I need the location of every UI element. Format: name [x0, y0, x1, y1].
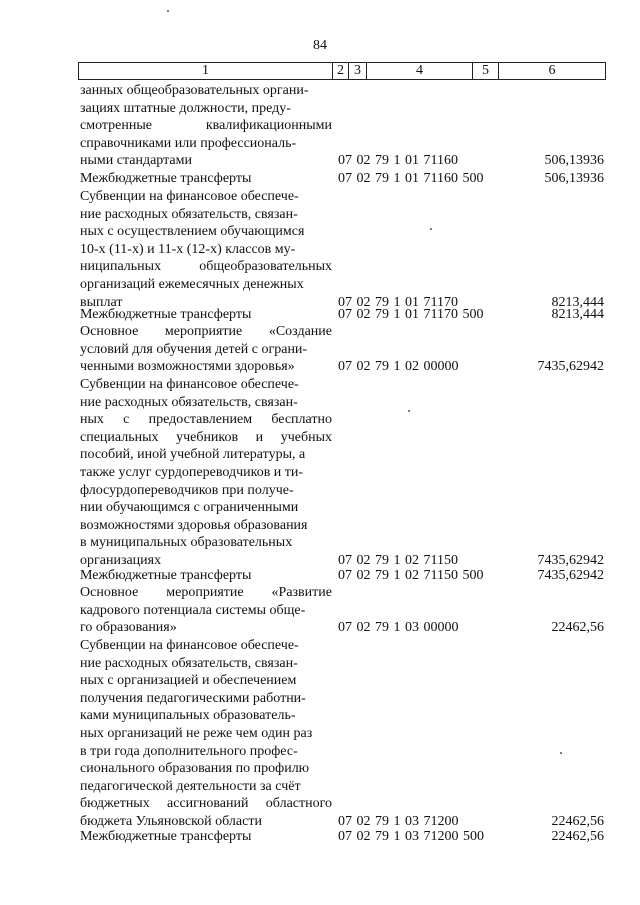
desc-line: Межбюджетные трансферты [80, 307, 252, 322]
desc-line: ние расходных обязательств, связан- [80, 394, 298, 410]
row-amount: 8213,444 [551, 294, 604, 310]
desc-line: справочниками или профессиональ- [80, 135, 297, 151]
desc-line: организаций ежемесячных денежных [80, 276, 304, 292]
row-description [80, 584, 332, 637]
row-amount: 8213,444 [551, 307, 604, 322]
column-header-6: 6 [548, 63, 556, 78]
desc-line: также услуг сурдопереводчиков и ти- [80, 464, 304, 480]
desc-line: ками муниципальных образователь- [80, 708, 296, 724]
row-description [80, 82, 332, 170]
desc-line: Субвенции на финансовое обеспече- [80, 638, 299, 653]
desc-line: получения педагогическими работни- [80, 690, 306, 706]
row-amount: 22462,56 [551, 814, 604, 829]
row-code: 07 02 79 1 01 71160 [338, 153, 458, 169]
desc-line: ных с предоставлением бесплатно [80, 412, 332, 428]
row-code: 07 02 79 1 02 71150 500 [338, 568, 484, 583]
desc-line: ние расходных обязательств, связан- [80, 655, 298, 671]
desc-line: го образования» [80, 620, 177, 636]
row-description [80, 306, 332, 324]
column-header-1: 1 [79, 63, 333, 79]
desc-line: флосурдопереводчиков при получе- [80, 482, 294, 498]
desc-line: Межбюджетные трансферты [80, 171, 252, 186]
desc-line: нии обучающимся с ограниченными [80, 500, 299, 516]
column-header-3: 3 [349, 63, 367, 79]
desc-line: смотренные квалификационными [80, 118, 332, 134]
row-description [80, 170, 332, 188]
desc-line: Основное мероприятие «Создание [80, 324, 332, 339]
desc-line: бюджетных ассигнований областного [80, 796, 332, 812]
desc-line: ниципальных общеобразовательных [80, 259, 332, 275]
row-description [80, 637, 332, 831]
column-header-4: 4 [367, 63, 473, 79]
column-header-2: 2 [333, 63, 349, 79]
desc-line: пособий, иной учебной литературы, а [80, 447, 306, 463]
desc-line: специальных учебников и учебных [80, 429, 332, 445]
desc-line: педагогической деятельности за счёт [80, 778, 301, 794]
row-code: 07 02 79 1 01 71170 [338, 294, 458, 310]
row-description [80, 828, 332, 846]
row-description [80, 376, 332, 570]
desc-line: сионального образования по профилю [80, 761, 310, 777]
desc-line: организациях [80, 552, 162, 568]
desc-line: условий для обучения детей с ограни- [80, 341, 308, 357]
desc-line: зациях штатные должности, преду- [80, 100, 291, 116]
desc-line: ных с организацией и обеспечением [80, 673, 297, 689]
row-amount: 7435,62942 [537, 553, 604, 568]
desc-line: ных организаций не реже чем один раз [80, 725, 313, 741]
desc-line: кадрового потенциала системы обще- [80, 602, 306, 618]
desc-line: занных общеобразовательных органи- [80, 83, 309, 98]
table-header [78, 62, 606, 80]
desc-line: Межбюджетные трансферты [80, 568, 252, 583]
desc-line: ными стандартами [80, 153, 192, 169]
desc-line: возможностями здоровья образования [80, 517, 308, 533]
row-description [80, 188, 332, 311]
row-amount: 506,13936 [544, 153, 604, 169]
scan-speck [167, 10, 169, 12]
row-description [80, 323, 332, 376]
column-header-5: 5 [473, 63, 499, 79]
row-amount: 7435,62942 [537, 359, 604, 375]
desc-line: в три года дополнительного профес- [80, 743, 298, 759]
desc-line: ченными возможностями здоровья» [80, 359, 295, 375]
desc-line: Межбюджетные трансферты [80, 829, 252, 844]
desc-line: 10-х (11-х) и 11-х (12-х) классов му- [80, 241, 296, 257]
row-description [80, 567, 332, 585]
desc-line: ных с осуществлением обучающимся [80, 224, 305, 240]
row-code: 07 02 79 1 03 00000 [338, 620, 459, 636]
row-code: 07 02 79 1 01 71160 500 [338, 171, 484, 186]
row-code: 07 02 79 1 01 71170 500 [338, 307, 484, 322]
desc-line: ние расходных обязательств, связан- [80, 206, 298, 222]
page-number: 84 [313, 38, 327, 53]
desc-line: выплат [80, 294, 123, 310]
row-amount: 7435,62942 [537, 568, 604, 583]
row-amount: 22462,56 [551, 620, 604, 636]
row-code: 07 02 79 1 02 71150 [338, 553, 458, 568]
desc-line: Субвенции на финансовое обеспече- [80, 189, 299, 204]
desc-line: Субвенции на финансовое обеспече- [80, 377, 299, 392]
row-code: 07 02 79 1 03 71200 [338, 814, 459, 829]
desc-line: бюджета Ульяновской области [80, 813, 262, 829]
scan-speck [430, 228, 432, 230]
desc-line: в муниципальных образовательных [80, 535, 293, 551]
row-amount: 22462,56 [551, 829, 604, 844]
row-code: 07 02 79 1 03 71200 500 [338, 829, 484, 844]
scan-speck [408, 410, 410, 412]
desc-line: Основное мероприятие «Развитие [80, 585, 332, 600]
row-code: 07 02 79 1 02 00000 [338, 359, 459, 375]
row-amount: 506,13936 [544, 171, 604, 186]
scan-speck [560, 752, 562, 754]
